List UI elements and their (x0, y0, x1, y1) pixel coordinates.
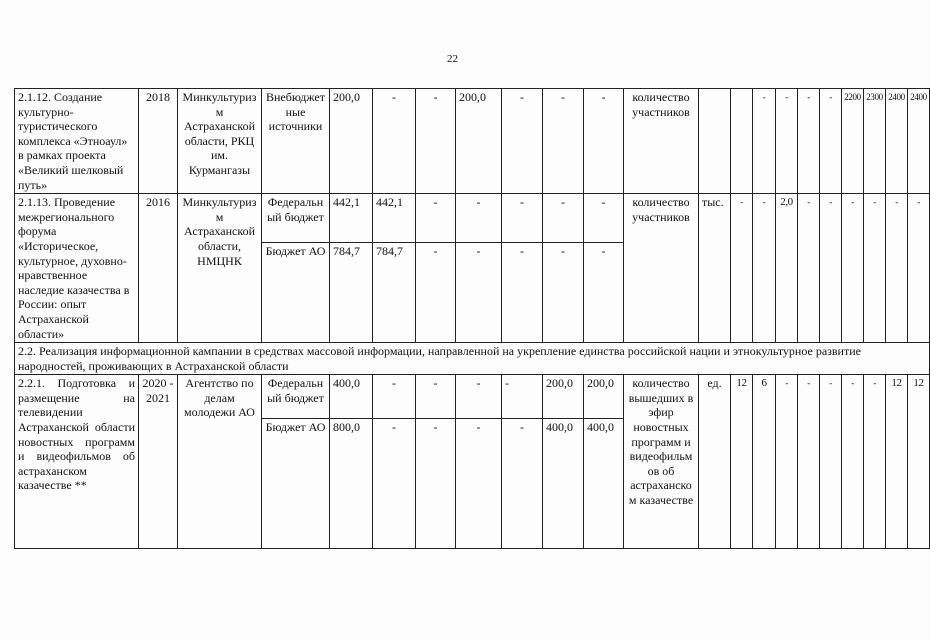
executor-cell: Минкультуризм Астраханской области, НМЦНК (178, 194, 262, 343)
amount-cell: - (416, 89, 456, 194)
year-cell: 2020 - 2021 (139, 375, 178, 549)
indicator-value: - (820, 375, 842, 549)
amount-cell: - (543, 194, 584, 243)
indicator-value: 6 (753, 375, 776, 549)
measure-name: 2.2.1. Подготовка и размещение на телевидении Астраханской области новостных программ и видеофильмов об астраханском казачестве ** (15, 375, 139, 549)
unit-cell: ед. (699, 375, 731, 549)
indicator-value: - (731, 194, 753, 343)
indicator-value: 12 (886, 375, 908, 549)
indicator-value: 2300 (864, 89, 886, 194)
indicator-value: - (864, 375, 886, 549)
amount-cell: 400,0 (543, 419, 584, 549)
indicator-value: - (753, 89, 776, 194)
amount-cell: 784,7 (373, 243, 416, 343)
funding-source: Бюджет АО (262, 243, 330, 343)
amount-total: 442,1 (330, 194, 373, 243)
amount-cell: - (543, 243, 584, 343)
amount-total: 400,0 (330, 375, 373, 419)
indicator-value: 2200 (842, 89, 864, 194)
indicator-value: - (908, 194, 930, 343)
amount-cell: - (416, 243, 456, 343)
indicator-value: - (820, 194, 842, 343)
indicator-name: количество вышедших в эфир новостных программ и видеофильмов об астраханском казачестве (624, 375, 699, 549)
amount-cell: - (584, 89, 624, 194)
amount-cell: 442,1 (373, 194, 416, 243)
indicator-value: - (886, 194, 908, 343)
funding-source: Федеральный бюджет (262, 194, 330, 243)
indicator-value: - (798, 194, 820, 343)
funding-source: Внебюджетные источники (262, 89, 330, 194)
section-row (15, 343, 930, 375)
amount-cell: - (373, 89, 416, 194)
amount-cell: - (416, 419, 456, 549)
executor-cell: Минкультуризм Астраханской области, РКЦ им. Курмангазы (178, 89, 262, 194)
indicator-value: - (842, 194, 864, 343)
executor-cell: Агентство по делам молодежи АО (178, 375, 262, 549)
page-number: 22 (447, 53, 458, 65)
amount-cell: - (584, 243, 624, 343)
indicator-value: - (798, 375, 820, 549)
table-row (15, 375, 930, 419)
funding-source: Федеральный бюджет (262, 375, 330, 419)
program-table (14, 88, 930, 549)
amount-total: 784,7 (330, 243, 373, 343)
amount-cell: - (584, 194, 624, 243)
amount-cell: - (373, 375, 416, 419)
amount-cell: - (502, 419, 543, 549)
indicator-name: количество участников (624, 194, 699, 343)
indicator-value: 12 (908, 375, 930, 549)
amount-total: 800,0 (330, 419, 373, 549)
amount-cell: 400,0 (584, 419, 624, 549)
measure-name: 2.1.12. Создание культурно-туристического комплекса «Этноаул» в рамках проекта «Великий шелковый путь» (15, 89, 139, 194)
section-heading: 2.2. Реализация информационной кампании в средствах массовой информации, направленной на укрепление единства российской нации и этнокультурное развитие народностей, проживающих в Астраханской области (15, 343, 930, 375)
amount-cell: - (502, 89, 543, 194)
amount-cell: - (502, 243, 543, 343)
amount-cell: - (456, 243, 502, 343)
indicator-value: 2,0 (776, 194, 798, 343)
funding-source: Бюджет АО (262, 419, 330, 549)
indicator-value (731, 89, 753, 194)
year-cell: 2018 (139, 89, 178, 194)
amount-cell: - (502, 194, 543, 243)
unit-cell: тыс. (699, 194, 731, 343)
indicator-value: 2400 (886, 89, 908, 194)
amount-total: 200,0 (330, 89, 373, 194)
table-row (15, 194, 930, 243)
table-row (15, 89, 930, 194)
indicator-value: - (776, 89, 798, 194)
amount-cell: - (456, 194, 502, 243)
amount-cell: 200,0 (456, 89, 502, 194)
amount-cell: - (456, 375, 502, 419)
indicator-name: количество участников (624, 89, 699, 194)
indicator-value: 12 (731, 375, 753, 549)
amount-cell: - (543, 89, 584, 194)
indicator-value: - (798, 89, 820, 194)
indicator-value: - (864, 194, 886, 343)
year-cell: 2016 (139, 194, 178, 343)
amount-cell: - (456, 419, 502, 549)
indicator-value: 2400 (908, 89, 930, 194)
indicator-value: - (753, 194, 776, 343)
unit-cell (699, 89, 731, 194)
indicator-value: - (842, 375, 864, 549)
amount-cell: - (502, 375, 543, 419)
indicator-value: - (776, 375, 798, 549)
amount-cell: 200,0 (543, 375, 584, 419)
amount-cell: - (416, 375, 456, 419)
indicator-value: - (820, 89, 842, 194)
measure-name: 2.1.13. Проведение межрегионального форума «Историческое, культурное, духовно-нравственное наследие казачества в России: опыт Астраханской области» (15, 194, 139, 343)
amount-cell: - (373, 419, 416, 549)
amount-cell: 200,0 (584, 375, 624, 419)
amount-cell: - (416, 194, 456, 243)
